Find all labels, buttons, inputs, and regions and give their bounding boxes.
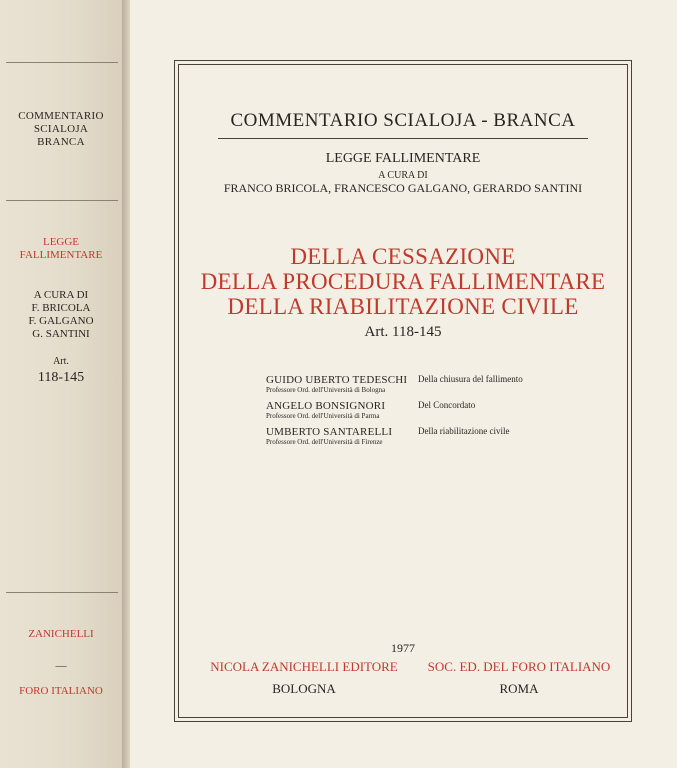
spine-art-label: Art. — [53, 356, 69, 367]
author-name: ANGELO BONSIGNORI — [266, 400, 386, 412]
spine-series-line: COMMENTARIO — [18, 110, 104, 122]
main-title-line: DELLA CESSAZIONE — [290, 244, 516, 269]
author-row — [266, 426, 596, 452]
author-row — [266, 400, 596, 426]
spine-co-publisher: FORO ITALIANO — [19, 685, 103, 697]
cover-a-cura-di: A CURA DI — [378, 170, 428, 181]
spine-curators — [0, 289, 122, 341]
author-name: UMBERTO SANTARELLI — [266, 426, 393, 438]
cover-art-range: Art. 118-145 — [364, 324, 442, 340]
author-chapter: Della chiusura del fallimento — [418, 374, 523, 384]
spine-curators-line: A CURA DI — [33, 289, 89, 301]
spine-law-title — [0, 236, 122, 262]
spine-curators-line: G. SANTINI — [32, 328, 90, 340]
main-title-line: DELLA RIABILITAZIONE CIVILE — [227, 294, 579, 319]
cover-city-left: BOLOGNA — [272, 681, 336, 696]
spine-law-line: LEGGE — [42, 236, 80, 248]
spine-dash: — — [55, 660, 67, 672]
title-rule — [218, 138, 588, 139]
cover-city-right: ROMA — [499, 681, 539, 696]
author-role: Professore Ord. dell'Università di Parma — [266, 412, 380, 420]
spine-series-title — [0, 110, 122, 149]
cover-year: 1977 — [391, 641, 415, 655]
cover-editors: FRANCO BRICOLA, FRANCESCO GALGANO, GERARDO SANTINI — [223, 181, 583, 195]
authors-list — [266, 374, 596, 452]
cover-law-title: LEGGE FALLIMENTARE — [325, 151, 481, 166]
spine-curators-line: F. GALGANO — [28, 315, 94, 327]
author-row — [266, 374, 596, 400]
spine-law-line: FALLIMENTARE — [19, 249, 103, 261]
spine-divider — [6, 200, 118, 201]
author-role: Professore Ord. dell'Università di Firenze — [266, 438, 383, 446]
cover-publisher-left: NICOLA ZANICHELLI EDITORE — [210, 659, 398, 674]
main-title-line: DELLA PROCEDURA FALLIMENTARE — [200, 269, 606, 294]
spine-divider-bottom — [6, 592, 118, 593]
cover-main-title — [178, 244, 628, 319]
author-name: GUIDO UBERTO TEDESCHI — [266, 374, 408, 386]
spine-art-range: 118-145 — [37, 370, 85, 385]
author-chapter: Della riabilitazione civile — [418, 426, 510, 436]
author-role: Professore Ord. dell'Università di Bologna — [266, 386, 386, 394]
spine-publisher: ZANICHELLI — [28, 628, 94, 640]
spine-series-line: SCIALOJA — [33, 123, 89, 135]
book-spine — [0, 0, 122, 768]
spine-series-line: BRANCA — [37, 136, 85, 148]
spine-curators-line: F. BRICOLA — [31, 302, 91, 314]
spine-gutter — [122, 0, 130, 768]
author-chapter: Del Concordato — [418, 400, 476, 410]
cover-publisher-right: SOC. ED. DEL FORO ITALIANO — [427, 659, 611, 674]
spine-divider-top — [6, 62, 118, 63]
cover-series-title: COMMENTARIO SCIALOJA - BRANCA — [230, 110, 576, 131]
